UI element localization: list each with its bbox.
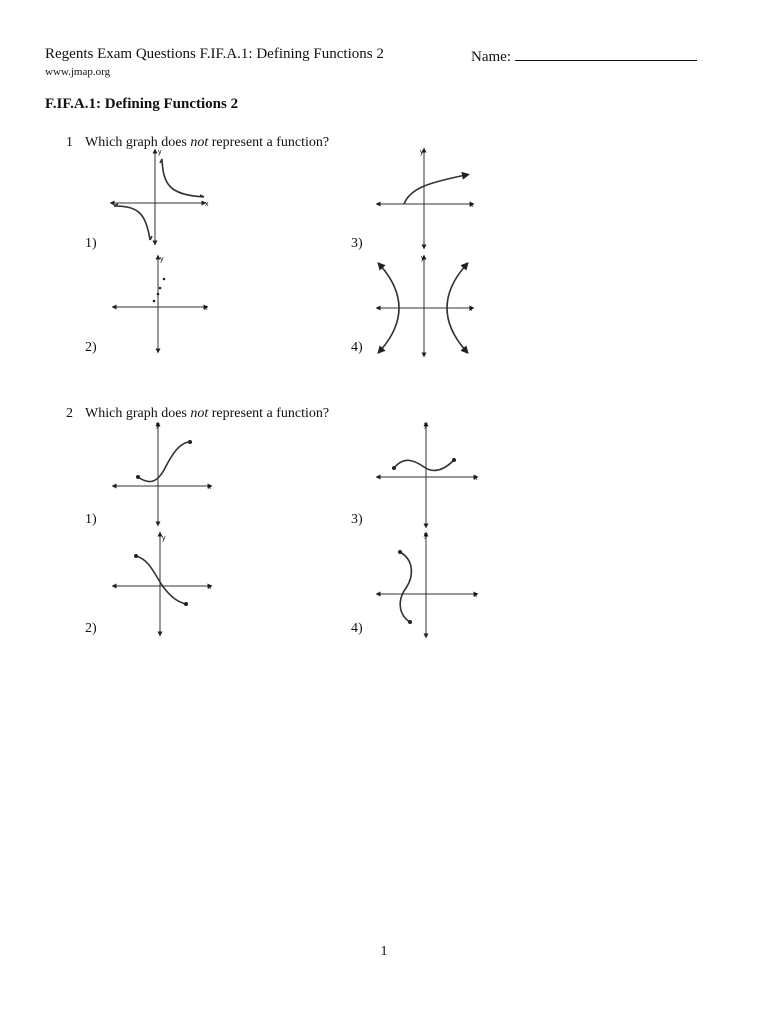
question-text: Which graph does not represent a function? [85,406,330,421]
data-point [159,287,162,290]
curve-lower-left [114,206,150,240]
q1-option-1-label: 1) [85,236,97,251]
data-point [153,300,156,303]
q1-graph-1 [108,145,212,247]
question-number: 1 [66,135,73,150]
endpoint [134,554,138,558]
q1-graph-3 [374,145,478,249]
q2-graph-4 [374,530,480,638]
x-axis-label: x [208,484,212,491]
y-axis-label: y [424,422,428,429]
q1-graph-2 [108,251,212,355]
endpoint [452,458,456,462]
name-blank-line [515,46,697,61]
q2-option-4-label: 4) [351,621,363,636]
endpoint [392,466,396,470]
question-number: 2 [66,406,73,421]
x-axis-label: x [474,475,478,482]
q2-option-1-label: 1) [85,512,97,527]
x-axis-label: x [470,202,474,209]
endpoint [408,620,412,624]
curve [400,552,411,622]
q2-graph-2 [110,530,214,636]
page-number: 1 [380,944,388,959]
x-axis-label: x [469,306,473,313]
data-point [157,293,160,296]
section-title: F.IF.A.1: Defining Functions 2 [45,96,239,112]
curve [404,175,466,204]
endpoint [398,550,402,554]
q2-graph-1 [110,420,214,528]
q2-option-3-label: 3) [351,512,363,527]
curve [136,556,186,604]
endpoint [188,440,192,444]
x-axis-label: x [474,592,478,599]
y-axis-label: y [421,255,425,262]
header-title: Regents Exam Questions F.IF.A.1: Defining Functions 2 [45,46,384,62]
name-label: Name: [471,49,511,65]
curve [394,460,454,471]
x-axis-label: x [205,201,209,208]
curve-upper-right [162,159,204,197]
y-axis-label: y [424,532,428,539]
endpoint [136,475,140,479]
q1-graph-4 [374,253,478,357]
header-site: www.jmap.org [45,66,111,78]
name-field [471,46,697,66]
y-axis-label: y [420,149,424,156]
q1-option-4-label: 4) [351,340,363,355]
y-axis-label: y [158,149,162,156]
y-axis-label: y [162,535,166,542]
y-axis-label: y [160,256,164,263]
endpoint [184,602,188,606]
data-point [163,278,166,281]
q1-option-2-label: 2) [85,340,97,355]
x-axis-label: x [204,305,208,312]
q1-option-3-label: 3) [351,236,363,251]
question-text: Which graph does not represent a function? [85,135,330,150]
x-axis-label: x [208,584,212,591]
curve [138,442,190,482]
q2-option-2-label: 2) [85,621,97,636]
y-axis-label: y [156,422,160,429]
q2-graph-3 [374,420,480,528]
